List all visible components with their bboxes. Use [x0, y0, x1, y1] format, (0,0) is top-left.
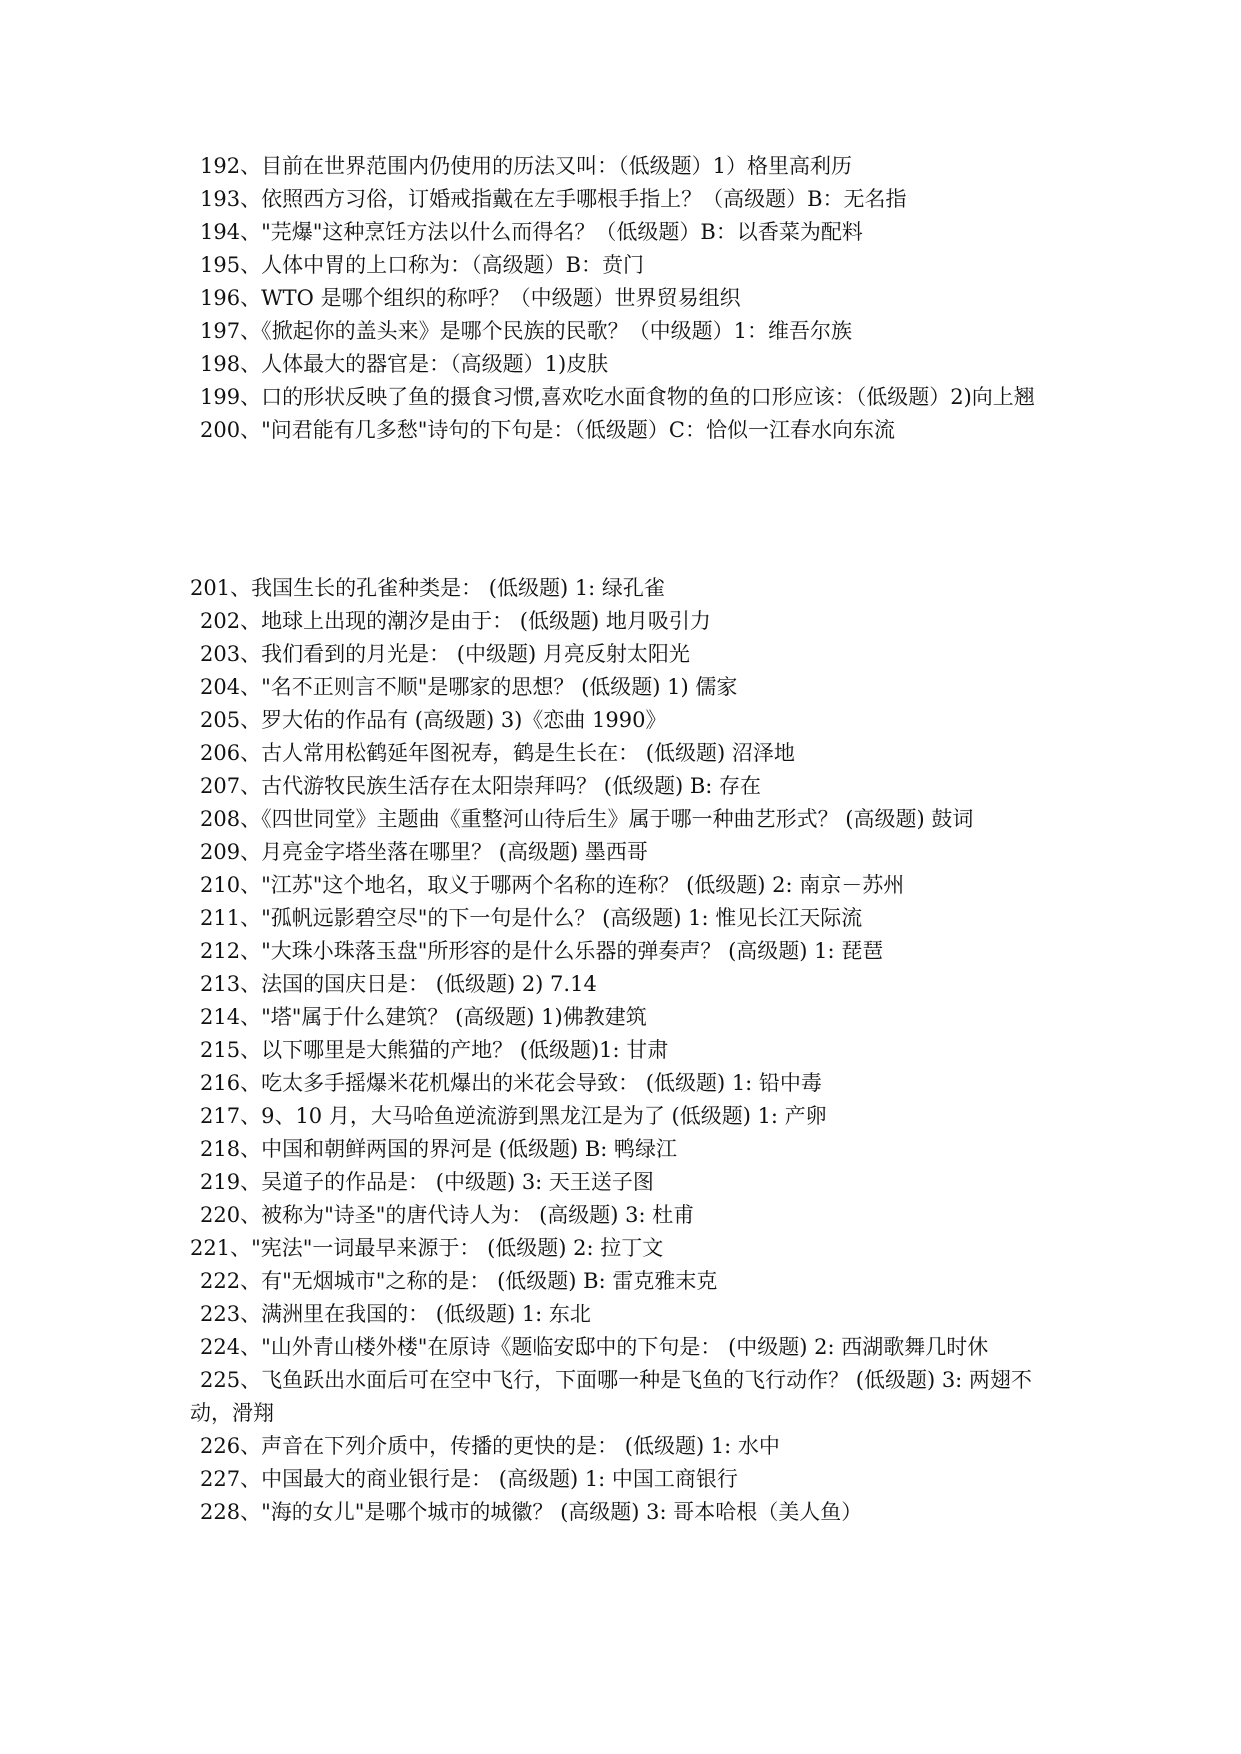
quiz-line: 219、吴道子的作品是： (中级题) 3: 天王送子图 [200, 1170, 654, 1194]
quiz-line: 206、古人常用松鹤延年图祝寿，鹤是生长在： (低级题) 沼泽地 [200, 741, 795, 765]
quiz-line: 222、有"无烟城市"之称的是： (低级题) B: 雷克雅末克 [200, 1269, 718, 1293]
quiz-line: 221、"宪法"一词最早来源于： (低级题) 2: 拉丁文 [190, 1236, 664, 1260]
quiz-line: 193、依照西方习俗，订婚戒指戴在左手哪根手指上？（高级题）B：无名指 [200, 187, 907, 211]
quiz-line: 209、月亮金字塔坐落在哪里？ (高级题) 墨西哥 [200, 840, 648, 864]
quiz-line: 205、罗大佑的作品有 (高级题) 3)《恋曲 1990》 [200, 708, 667, 732]
quiz-line: 195、人体中胃的上口称为：（高级题）B：贲门 [200, 253, 645, 277]
quiz-line: 227、中国最大的商业银行是： (高级题) 1: 中国工商银行 [200, 1467, 738, 1491]
quiz-line: 198、人体最大的器官是：（高级题）1)皮肤 [200, 352, 609, 376]
quiz-line: 192、目前在世界范围内仍使用的历法又叫：（低级题）1）格里高利历 [200, 154, 852, 178]
quiz-line: 199、口的形状反映了鱼的摄食习惯,喜欢吃水面食物的鱼的口形应该：（低级题）2)向上翘 [200, 385, 1035, 409]
quiz-line: 217、9、10 月，大马哈鱼逆流游到黑龙江是为了 (低级题) 1: 产卵 [200, 1104, 827, 1128]
quiz-section-192-200 [190, 150, 1070, 447]
quiz-line: 216、吃太多手摇爆米花机爆出的米花会导致： (低级题) 1: 铅中毒 [200, 1071, 822, 1095]
quiz-line: 225、飞鱼跃出水面后可在空中飞行，下面哪一种是飞鱼的飞行动作？ (低级题) 3: 两翅不动，滑翔 [190, 1368, 1032, 1425]
quiz-line: 212、"大珠小珠落玉盘"所形容的是什么乐器的弹奏声？ (高级题) 1: 琵琶 [200, 939, 884, 963]
quiz-line: 202、地球上出现的潮汐是由于： (低级题) 地月吸引力 [200, 609, 711, 633]
quiz-line: 200、"问君能有几多愁"诗句的下句是：（低级题）C：恰似一江春水向东流 [200, 418, 895, 442]
quiz-line: 204、"名不正则言不顺"是哪家的思想？ (低级题) 1) 儒家 [200, 675, 738, 699]
quiz-line: 203、我们看到的月光是： (中级题) 月亮反射太阳光 [200, 642, 690, 666]
quiz-line: 224、"山外青山楼外楼"在原诗《题临安邸中的下句是： (中级题) 2: 西湖歌舞几时休 [200, 1335, 989, 1359]
quiz-line: 197、《掀起你的盖头来》是哪个民族的民歌？（中级题）1：维吾尔族 [200, 319, 852, 343]
quiz-line: 228、"海的女儿"是哪个城市的城徽？ (高级题) 3: 哥本哈根（美人鱼） [200, 1500, 863, 1524]
quiz-line: 210、"江苏"这个地名，取义于哪两个名称的连称？ (低级题) 2: 南京－苏州 [200, 873, 905, 897]
quiz-line: 211、"孤帆远影碧空尽"的下一句是什么？ (高级题) 1: 惟见长江天际流 [200, 906, 863, 930]
quiz-line: 218、中国和朝鲜两国的界河是 (低级题) B: 鸭绿江 [200, 1137, 677, 1161]
quiz-line: 223、满洲里在我国的： (低级题) 1: 东北 [200, 1302, 591, 1326]
quiz-line: 213、法国的国庆日是： (低级题) 2) 7.14 [200, 972, 597, 996]
quiz-line: 226、声音在下列介质中，传播的更快的是： (低级题) 1: 水中 [200, 1434, 780, 1458]
quiz-line: 196、WTO 是哪个组织的称呼？（中级题）世界贸易组织 [200, 286, 741, 310]
quiz-line: 201、我国生长的孔雀种类是： (低级题) 1: 绿孔雀 [190, 576, 665, 600]
quiz-line: 208、《四世同堂》主题曲《重整河山待后生》属于哪一种曲艺形式？ (高级题) 鼓词 [200, 807, 974, 831]
quiz-section-201-228 [190, 572, 1070, 1529]
quiz-line: 194、"芫爆"这种烹饪方法以什么而得名？（低级题）B：以香菜为配料 [200, 220, 863, 244]
quiz-line: 214、"塔"属于什么建筑？ (高级题) 1)佛教建筑 [200, 1005, 647, 1029]
quiz-line: 207、古代游牧民族生活存在太阳崇拜吗？ (低级题) B: 存在 [200, 774, 761, 798]
quiz-line: 220、被称为"诗圣"的唐代诗人为： (高级题) 3: 杜甫 [200, 1203, 695, 1227]
quiz-line: 215、以下哪里是大熊猫的产地？ (低级题)1: 甘肃 [200, 1038, 669, 1062]
